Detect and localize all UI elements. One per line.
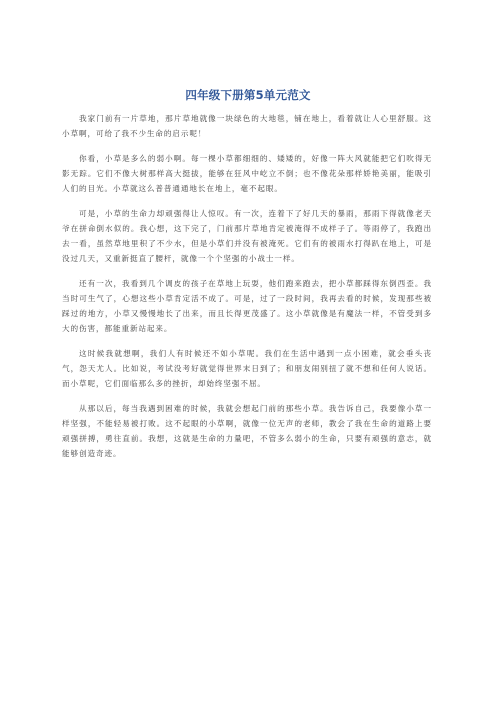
paragraph: 从那以后，每当我遇到困难的时候，我就会想起门前的那些小草。我告诉自己，我要像小草一样坚强，不能轻易被打败。这不起眼的小草啊，就像一位无声的老师，教会了我在生命的道路上要顽强拼搏，勇往直前。我想，这就是生命的力量吧，不管多么弱小的生命，只要有顽强的意志，就能够创造奇迹。 <box>62 404 432 458</box>
paragraph: 你看，小草是多么的弱小啊。每一棵小草都细细的、矮矮的，好像一阵大风就能把它们吹得无影无踪。它们不像大树那样高大挺拔，能够在狂风中屹立不倒；也不像花朵那样娇艳美丽，能吸引人们的目光。小草就这么普普通通地长在地上，毫不起眼。 <box>62 154 432 193</box>
document-title: 四年级下册第5单元范文 <box>185 88 311 102</box>
paragraph: 我家门前有一片草地，那片草地就像一块绿色的大地毯，铺在地上，看着就让人心里舒服。这小草啊，可给了我不少生命的启示呢！ <box>62 114 432 138</box>
paragraph: 还有一次，我看到几个调皮的孩子在草地上玩耍，他们跑来跑去，把小草都踩得东倒西歪。我当时可生气了，心想这些小草肯定活不成了。可是，过了一段时间，我再去看的时候，发现那些被踩过的地方，小草又慢慢地长了出来，而且长得更茂盛了。这小草就像是有魔法一样，不管受到多大的伤害，都能重新站起来。 <box>62 279 432 333</box>
document-body <box>62 111 432 471</box>
paragraph: 可是，小草的生命力却顽强得让人惊叹。有一次，连着下了好几天的暴雨，那雨下得就像老天爷在拼命倒水似的。我心想，这下完了，门前那片草地肯定被淹得不成样子了。等雨停了，我跑出去一看，虽然草地里积了不少水，但是小草们并没有被淹死。它们有的被雨水打得趴在地上，可是没过几天，又重新挺直了腰杆，就像一个个坚强的小战士一样。 <box>62 209 432 263</box>
paragraph: 这时候我就想啊，我们人有时候还不如小草呢。我们在生活中遇到一点小困难，就会垂头丧气，怨天尤人。比如说，考试没考好就觉得世界末日到了；和朋友闹别扭了就不想和任何人说话。而小草呢，它们面临那么多的挫折，却始终坚强不屈。 <box>62 349 432 388</box>
